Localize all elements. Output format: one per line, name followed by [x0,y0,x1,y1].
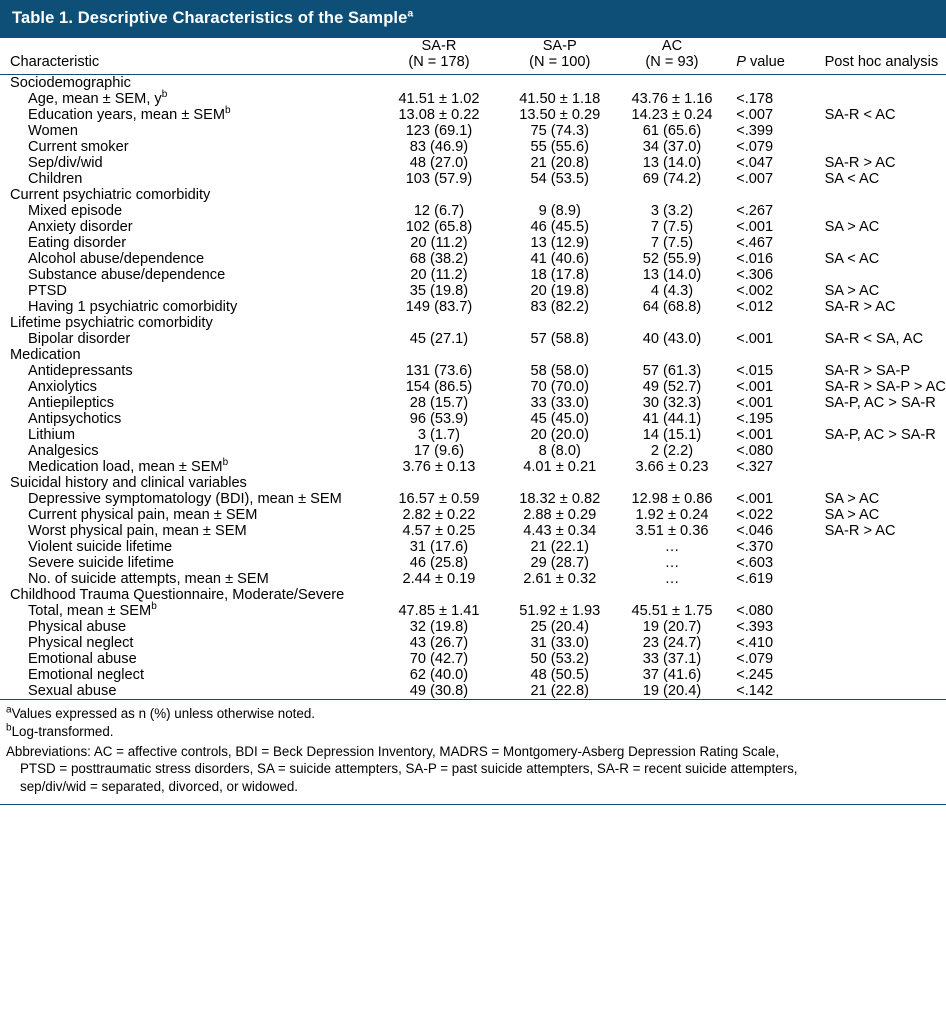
value-ac: 13 (14.0) [642,155,702,171]
table-row [0,571,946,587]
value-ac: 41 (44.1) [642,411,702,427]
value-p: <.002 [736,283,774,299]
value-post-hoc: SA > AC [824,283,880,299]
header-group-ac: AC [661,38,683,54]
header-p-word: value [745,54,785,70]
value-ac: 43.76 ± 1.16 [631,91,713,107]
section-label: Medication [10,347,81,363]
value-sap: 21 (22.8) [530,683,589,699]
row-label: Antipsychotics [28,411,122,427]
value-p: <.267 [736,203,774,219]
row-label: Sexual abuse [28,683,117,699]
value-sap: 54 (53.5) [530,171,589,187]
table-section-row [0,75,946,92]
value-sar: 49 (30.8) [409,683,469,699]
value-ac: 14.23 ± 0.24 [631,107,713,123]
value-post-hoc [815,267,946,283]
descriptive-characteristics-table [0,38,946,699]
value-sar: 131 (73.6) [405,363,473,379]
value-post-hoc: SA-R < AC [824,107,896,123]
footnote-a [6,705,938,722]
row-label: Violent suicide lifetime [28,539,173,555]
table-row [0,235,946,251]
section-spacer [376,75,946,92]
section-label: Current psychiatric comorbidity [10,187,211,203]
row-label-superscript: b [161,89,168,101]
value-post-hoc [815,139,946,155]
table-body [0,75,946,700]
value-ac: 7 (7.5) [650,219,694,235]
value-p: <.467 [736,235,774,251]
table-row [0,123,946,139]
value-sar: 46 (25.8) [409,555,469,571]
value-p: <.022 [736,507,774,523]
row-label: Total, mean ± $SEM^b$ [28,601,157,619]
row-label: Anxiolytics [28,379,97,395]
value-p: <.619 [736,571,774,587]
value-sar: 3 (1.7) [417,427,461,443]
value-sar: 2.44 ± 0.19 [402,571,476,587]
header-spacer [0,38,376,54]
value-ac: 34 (37.0) [642,139,702,155]
value-sar: 149 (83.7) [405,299,473,315]
section-spacer [376,587,946,603]
header-p-italic: P [736,54,746,70]
table-row [0,331,946,347]
value-ac: 37 (41.6) [642,667,702,683]
value-p: <.245 [736,667,774,683]
value-sar: 16.57 ± 0.59 [398,491,480,507]
value-sap: 20 (19.8) [530,283,589,299]
value-post-hoc: SA-R < SA, AC [824,331,924,347]
header-spacer-p [726,38,814,54]
value-sar: 17 (9.6) [413,443,465,459]
value-sap: 31 (33.0) [530,635,589,651]
value-p: <.306 [736,267,774,283]
value-sar: 47.85 ± 1.41 [398,603,480,619]
value-post-hoc: SA-P, AC > SA-R [824,427,936,443]
value-ac: 2 (2.2) [650,443,694,459]
table-row [0,171,946,187]
header-n-ac: (N = 93) [618,54,726,75]
value-post-hoc [815,603,946,619]
value-sar: 103 (57.9) [405,171,473,187]
value-sap: 13 (12.9) [530,235,589,251]
table-title-text: Table 1. Descriptive Characteristics of the Sample [12,9,408,27]
row-label: Worst physical pain, mean ± SEM [28,523,247,539]
value-post-hoc [815,443,946,459]
value-p: <.410 [736,635,774,651]
value-post-hoc: SA > AC [824,219,880,235]
value-post-hoc [815,459,946,475]
row-label: Children [28,171,83,187]
row-label: Severe suicide lifetime [28,555,175,571]
table-row [0,459,946,475]
table-row [0,507,946,523]
value-p: <.047 [736,155,774,171]
table-row [0,443,946,459]
value-post-hoc: SA-P, AC > SA-R [824,395,936,411]
value-post-hoc: SA-R > AC [824,299,896,315]
row-label: Analgesics [28,443,99,459]
value-sap: 8 (8.0) [538,443,581,459]
value-sar: 48 (27.0) [409,155,469,171]
section-spacer [376,475,946,491]
value-sar: 31 (17.6) [409,539,469,555]
value-ac: 40 (43.0) [642,331,702,347]
value-sar: 41.51 ± 1.02 [398,91,480,107]
value-sap: 21 (22.1) [530,539,589,555]
value-p: <.001 [736,491,774,507]
row-label: Having 1 psychiatric comorbidity [28,299,238,315]
value-post-hoc: SA < AC [824,251,880,267]
section-label: Suicidal history and clinical variables [10,475,247,491]
value-p: <.399 [736,123,774,139]
header-row-counts [0,54,946,75]
table-row [0,379,946,395]
value-p: <.603 [736,555,774,571]
value-sar: 20 (11.2) [410,267,468,283]
value-p: <.046 [736,523,774,539]
header-group-sar: SA-R [421,38,457,54]
row-label: Emotional neglect [28,667,145,683]
abbreviations [6,743,938,794]
value-post-hoc: SA-R > SA-P [824,363,911,379]
row-label: Depressive symptomatology (BDI), mean ± SEM [28,491,342,507]
value-post-hoc [815,411,946,427]
value-sap: 57 (58.8) [530,331,589,347]
value-p: <.178 [736,91,774,107]
value-sar: 12 (6.7) [413,203,465,219]
value-ac: 45.51 ± 1.75 [631,603,713,619]
value-post-hoc [815,91,946,107]
value-p: <.327 [736,459,774,475]
table-section-row [0,587,946,603]
table-title-superscript: a [407,7,414,20]
value-sap: 46 (45.5) [530,219,589,235]
table-row [0,683,946,699]
value-ac: 13 (14.0) [642,267,702,283]
table-section-row [0,315,946,331]
value-ac: 3.51 ± 0.36 [635,523,709,539]
header-group-sap: SA-P [542,38,577,54]
value-post-hoc [815,683,946,699]
value-post-hoc [815,203,946,219]
table-row [0,219,946,235]
value-sar: 43 (26.7) [409,635,469,651]
value-sap: 50 (53.2) [530,651,589,667]
value-sap: 4.01 ± 0.21 [523,459,597,475]
value-post-hoc [815,555,946,571]
value-sap: 20 (20.0) [530,427,589,443]
row-label: No. of suicide attempts, mean ± SEM [28,571,269,587]
row-label: Substance abuse/dependence [28,267,226,283]
value-sap: 2.88 ± 0.29 [523,507,597,523]
value-p: <.142 [736,683,774,699]
value-sap: 45 (45.0) [530,411,589,427]
value-sap: 25 (20.4) [530,619,589,635]
value-p: <.001 [736,379,774,395]
value-sap: 2.61 ± 0.32 [523,571,597,587]
value-p: <.393 [736,619,774,635]
footnote-b-text: Log-transformed. [11,724,114,740]
value-ac: 61 (65.6) [642,123,702,139]
value-sar: 20 (11.2) [410,235,468,251]
row-label: Age, mean ± SEM, $y^b$ [28,89,168,107]
value-ac: 12.98 ± 0.86 [631,491,713,507]
value-sap: 51.92 ± 1.93 [519,603,601,619]
table-row [0,667,946,683]
value-sap: 4.43 ± 0.34 [523,523,597,539]
table-row [0,107,946,123]
table-head [0,38,946,75]
value-sap: 9 (8.9) [538,203,581,219]
value-sar: 13.08 ± 0.22 [398,107,480,123]
row-label: Eating disorder [28,235,127,251]
table-row [0,267,946,283]
value-ac: 69 (74.2) [642,171,702,187]
value-sap: 18.32 ± 0.82 [519,491,601,507]
section-label: Sociodemographic [10,75,131,91]
value-sar: 96 (53.9) [409,411,469,427]
header-p-value [726,54,814,75]
value-ac: 64 (68.8) [642,299,702,315]
value-ac: 1.92 ± 0.24 [635,507,709,523]
table-row [0,411,946,427]
value-post-hoc [815,539,946,555]
value-p: <.080 [736,443,774,459]
value-sap: 83 (82.2) [530,299,589,315]
value-p: <.015 [736,363,774,379]
value-p: <.370 [736,539,774,555]
value-p: <.007 [736,107,774,123]
row-label-superscript: b [225,105,231,117]
value-sap: 75 (74.3) [530,123,589,139]
value-ac: 30 (32.3) [642,395,702,411]
footnote-a-marker: a [6,704,12,716]
value-sar: 4.57 ± 0.25 [402,523,476,539]
value-sap: 29 (28.7) [530,555,589,571]
value-p: <.012 [736,299,774,315]
value-ac: 7 (7.5) [650,235,694,251]
value-sar: 70 (42.7) [409,651,469,667]
value-post-hoc: SA > AC [824,491,880,507]
value-sap: 21 (20.8) [530,155,589,171]
header-spacer-post [815,38,946,54]
value-post-hoc [815,571,946,587]
section-spacer [376,347,946,363]
value-post-hoc [815,667,946,683]
table-row [0,363,946,379]
row-label: Antidepressants [28,363,133,379]
value-post-hoc [815,619,946,635]
value-sap: 18 (17.8) [530,267,589,283]
table-row [0,155,946,171]
value-ac: … [664,539,680,555]
value-sap: 33 (33.0) [530,395,589,411]
table-row [0,555,946,571]
row-label: Lithium [28,427,76,443]
value-p: <.001 [736,427,774,443]
value-sap: 41 (40.6) [530,251,589,267]
row-label: Current smoker [28,139,129,155]
table-row [0,395,946,411]
row-label: Bipolar disorder [28,331,131,347]
value-post-hoc: SA-R > AC [824,155,896,171]
row-label-superscript: b [222,457,229,469]
value-sar: 3.76 ± 0.13 [402,459,476,475]
section-spacer [376,187,946,203]
row-label: Mixed episode [28,203,123,219]
value-ac: 19 (20.4) [642,683,702,699]
value-sap: 41.50 ± 1.18 [519,91,601,107]
value-p: <.195 [736,411,774,427]
value-sar: 102 (65.8) [405,219,473,235]
table-row [0,203,946,219]
value-post-hoc [815,635,946,651]
row-label: Women [28,123,79,139]
footnote-b [6,723,938,740]
header-post-hoc: Post hoc analysis [815,54,946,75]
row-label: Sep/div/wid [28,155,103,171]
table-row [0,619,946,635]
table-title [0,0,946,38]
value-sar: 28 (15.7) [409,395,469,411]
value-sar: 32 (19.8) [409,619,469,635]
value-ac: 52 (55.9) [642,251,702,267]
value-sap: 13.50 ± 0.29 [519,107,601,123]
value-sar: 154 (86.5) [405,379,473,395]
value-sap: 58 (58.0) [530,363,589,379]
footnotes [0,699,946,805]
value-p: <.079 [736,651,774,667]
footnote-b-marker: b [6,722,12,734]
row-label: Antiepileptics [28,395,114,411]
header-row-group-names [0,38,946,54]
value-ac: 3 (3.2) [650,203,694,219]
value-sap: 48 (50.5) [530,667,589,683]
table-row [0,139,946,155]
value-post-hoc [815,123,946,139]
abbreviations-line-1: Abbreviations: AC = affective controls, BDI = Beck Depression Inventory, MADRS = Montgomery-Asberg Depression Rating Scale, [6,744,780,760]
value-p: <.001 [736,219,774,235]
table-section-row [0,347,946,363]
value-ac: 49 (52.7) [642,379,702,395]
value-p: <.080 [736,603,774,619]
row-label: Current physical pain, mean ± SEM [28,507,258,523]
table-row [0,603,946,619]
value-ac: 4 (4.3) [650,283,694,299]
value-p: <.079 [736,139,774,155]
value-post-hoc [815,235,946,251]
abbreviations-line-3: sep/div/wid = separated, divorced, or widowed. [20,778,299,794]
value-sar: 2.82 ± 0.22 [402,507,476,523]
value-p: <.007 [736,171,774,187]
value-post-hoc: SA < AC [824,171,880,187]
table-row [0,651,946,667]
value-sap: 70 (70.0) [530,379,589,395]
header-n-sar: (N = 178) [376,54,502,75]
section-label: Lifetime psychiatric comorbidity [10,315,213,331]
value-ac: … [664,571,680,587]
table-section-row [0,475,946,491]
table-row [0,299,946,315]
row-label: Anxiety disorder [28,219,133,235]
table-row [0,251,946,267]
table-section-row [0,187,946,203]
row-label: Medication load, mean ± $SEM^b$ [28,457,229,475]
row-label: Emotional abuse [28,651,137,667]
row-label: Education years, mean ± $SEM^b$ [28,105,231,123]
header-n-sap: (N = 100) [502,54,618,75]
table-row [0,427,946,443]
value-sar: 62 (40.0) [409,667,469,683]
table-row [0,635,946,651]
abbreviations-line-2: PTSD = posttraumatic stress disorders, SA = suicide attempters, SA-P = past suicide attempters, SA-R = recent suicide attempters, [20,761,798,777]
value-sar: 123 (69.1) [405,123,473,139]
value-sar: 83 (46.9) [409,139,469,155]
table-row [0,283,946,299]
footnote-a-text: Values expressed as n (%) unless otherwise noted. [11,706,315,721]
header-characteristic: Characteristic [0,54,376,75]
value-p: <.001 [736,331,774,347]
value-post-hoc: SA-R > SA-P > AC [824,379,946,395]
row-label: Physical neglect [28,635,134,651]
value-sar: 45 (27.1) [409,331,469,347]
value-ac: 33 (37.1) [642,651,702,667]
row-label: Physical abuse [28,619,127,635]
value-sar: 35 (19.8) [409,283,469,299]
section-label: Childhood Trauma Questionnaire, Moderate/Severe [10,587,345,603]
row-label-superscript: b [151,601,157,613]
value-ac: 19 (20.7) [642,619,702,635]
table-row [0,491,946,507]
value-ac: 57 (61.3) [642,363,702,379]
table-row [0,523,946,539]
value-ac: 14 (15.1) [642,427,702,443]
value-post-hoc [815,651,946,667]
table-row [0,91,946,107]
value-post-hoc: SA-R > AC [824,523,896,539]
value-ac: 3.66 ± 0.23 [635,459,709,475]
value-p: <.016 [736,251,774,267]
row-label: Alcohol abuse/dependence [28,251,205,267]
value-p: <.001 [736,395,774,411]
section-spacer [376,315,946,331]
value-post-hoc: SA > AC [824,507,880,523]
row-label: PTSD [28,283,67,299]
value-ac: 23 (24.7) [642,635,702,651]
table-row [0,539,946,555]
value-ac: … [664,555,680,571]
value-sap: 55 (55.6) [530,139,589,155]
value-sar: 68 (38.2) [409,251,469,267]
